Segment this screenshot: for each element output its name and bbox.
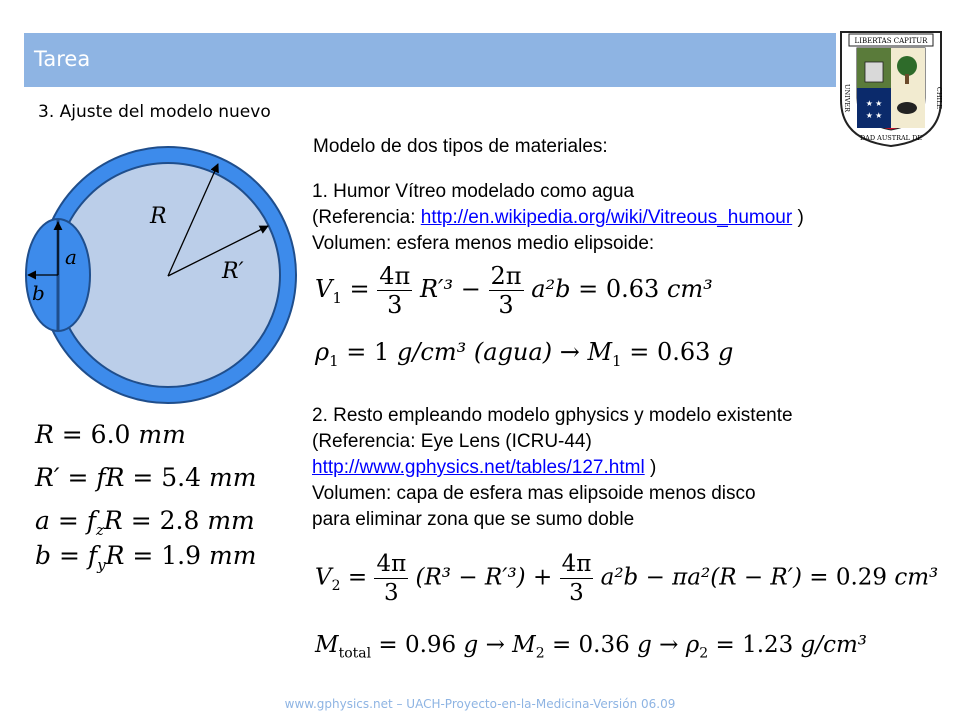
intro-text: Modelo de dos tipos de materiales: — [313, 136, 608, 157]
logo-motto: LIBERTAS CAPITUR — [854, 37, 928, 45]
label-b: b — [32, 281, 45, 305]
param-b: $b = f_yR = 1.9$ mm — [35, 541, 257, 574]
section2-title: 2. Resto empleando modelo gphysics y modelo existente — [312, 405, 793, 426]
equation-rho1: $\rho_1 = 1$ g/cm³ (agua) → $M_1 = 0.63$ g — [315, 338, 734, 370]
label-a: a — [65, 245, 77, 269]
svg-text:★ ★: ★ ★ — [865, 111, 883, 120]
label-R-prime: R′ — [222, 259, 244, 284]
equation-v1: $V_1$ = $\frac{4\pi}{3}$ R′³ − $\frac{2\pi}{3}$ a²b = 0.63 cm³ — [315, 262, 713, 319]
vitreous-humour-link[interactable]: http://en.wikipedia.org/wiki/Vitreous_humour — [420, 207, 793, 228]
param-a: $a = f_zR = 2.8$ mm — [35, 506, 255, 539]
slide-title: Tarea — [34, 47, 91, 71]
university-seal-icon — [835, 28, 947, 150]
section-subtitle: 3. Ajuste del modelo nuevo — [38, 102, 271, 122]
param-R: R = 6.0 mm — [35, 420, 186, 449]
label-R: R — [150, 204, 167, 229]
equation-v2: $V_2$ = $\frac{4\pi}{3}$ (R³ − R′³) + $\frac{4\pi}{3}$ a²b − πa²(R − R′) = 0.29 cm³ — [315, 551, 939, 606]
gphysics-table-link[interactable]: http://www.gphysics.net/tables/127.html — [312, 457, 645, 478]
equation-mtotal: $M_{total} = 0.96$ $g \to M_2 = 0.36$ $g \to \rho_2 = 1.23$ g/cm³ — [315, 632, 867, 662]
section2-volume-text-2: para eliminar zona que se sumo doble — [312, 509, 635, 530]
section2-volume-text: Volumen: capa de esfera mas elipsoide menos disco — [312, 483, 756, 504]
header-bar — [24, 33, 836, 87]
param-R-prime: R′ = fR = 5.4 mm — [35, 463, 257, 492]
section1-reference: (Referencia: http://en.wikipedia.org/wiki/Vitreous_humour ) — [312, 207, 804, 228]
section2-link-line: http://www.gphysics.net/tables/127.html ) — [312, 457, 657, 478]
section1-title: 1. Humor Vítreo modelado como agua — [312, 181, 635, 202]
svg-text:★ ★: ★ ★ — [865, 99, 883, 108]
eye-diagram — [16, 140, 306, 415]
svg-text:CHILE: CHILE — [935, 86, 943, 110]
svg-text:DAD AUSTRAL DE: DAD AUSTRAL DE — [859, 134, 923, 142]
footer: www.gphysics.net – UACH-Proyecto-en-la-Medicina-Versión 06.09 — [284, 697, 676, 711]
section1-volume-text: Volumen: esfera menos medio elipsoide: — [312, 233, 655, 254]
section2-reference: (Referencia: Eye Lens (ICRU-44) — [312, 431, 592, 452]
svg-text:UNIVER: UNIVER — [843, 83, 851, 113]
